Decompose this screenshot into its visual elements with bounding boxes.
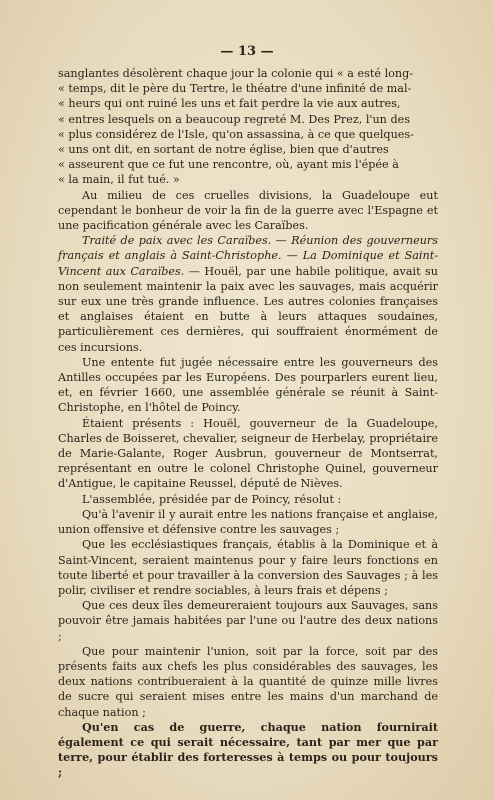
quote-line: « entres lesquels on a beaucoup regreté M. Des Prez, l'un des	[58, 112, 410, 126]
page-number: — 13 —	[220, 44, 274, 59]
section-heading: Traité de paix avec les Caraïbes. — Réunion des gouverneurs français et anglais à Saint-Christophe. — La Dominique et Saint-Vincent aux Caraïbes.	[58, 234, 438, 278]
quote-line: « la main, il fut tué. »	[58, 173, 180, 187]
paragraph-union: Que pour maintenir l'union, soit par la force, soit par des présents faits aux chefs les plus considérables des sauvages, les deux nations contribueraient à la quantité de quinze mille livres de sucre qui seraient mises entre les mains d'un marchand de chaque nation ;	[58, 644, 438, 719]
paragraph-iles: Que ces deux îles demeureraient toujours aux Sauvages, sans pouvoir être jamais habitées par l'une ou l'autre des deux nations ;	[58, 599, 438, 643]
quote-line: « asseurent que ce fut une rencontre, où, ayant mis l'épée à	[58, 158, 399, 172]
quote-line: sanglantes désolèrent chaque jour la colonie qui « a esté long-	[58, 67, 414, 80]
paragraph-entente: Une entente fut jugée nécessaire entre les gouverneurs des Antilles occupées par les Européens. Des pourparlers eurent lieu, et, en février 1660, une assemblée générale se réunit à Saint-Christophe, en l'hôtel de Poincy.	[58, 355, 438, 415]
paragraph-ecclesiastiques: Que les ecclésiastiques français, établis à la Dominique et à Saint-Vincent, seraient maintenus pour y faire leurs fonctions en toute liberté et pour travailler à la conversion des Sauvages ; à les polir, civiliser et rendre sociables, à leurs frais et dépens ;	[58, 538, 438, 597]
quote-line: « temps, dit le père du Tertre, le théatre d'une infinité de mal-	[58, 82, 412, 96]
paragraph-traite	[58, 233, 438, 355]
quote-line: « heurs qui ont ruiné les uns et fait perdre la vie aux autres,	[58, 97, 401, 111]
paragraph-presents: Étaient présents : Houël, gouverneur de la Guadeloupe, Charles de Boisseret, chevalier, seigneur de Herbelay, propriétaire de Marie-Galante, Roger Ausbrun, gouverneur de Montserrat, représentant en outre le colonel Christophe Quinel, gouverneur d'Antigue, le capitaine Reussel, député de Nièves.	[58, 416, 438, 491]
paragraph-guadeloupe: Au milieu de ces cruelles divisions, la Guadeloupe eut cependant le bonheur de voir la fin de la guerre avec l'Espagne et une pacification générale avec les Caraïbes.	[58, 188, 438, 233]
quote-line: « plus considérez de l'Isle, qu'on assassina, à ce que quelques-	[58, 127, 414, 141]
paragraph-assemblee: L'assemblée, présidée par de Poincy, résolut :	[82, 492, 342, 506]
page-body	[58, 66, 438, 781]
paragraph-traite-text: — Houël, par une habile politique, avait su non seulement maintenir la paix avec les sauvages, mais acquérir sur eux une très grande influence. Les autres colonies françaises et anglaises étaient en butte à leurs attaques soudaines, particulièrement ces dernières, qui souffraient énormément de ces incursions.	[58, 264, 438, 354]
quote-line: « uns ont dit, en sortant de notre église, bien que d'autres	[58, 143, 389, 157]
quote-paragraph	[58, 66, 438, 188]
paragraph-guerre: Qu'en cas de guerre, chaque nation fournirait également ce qui serait nécessaire, tant par mer que par terre, pour établir des forteresses à temps ou pour toujours ;	[58, 719, 438, 780]
paragraph-avenir: Qu'à l'avenir il y aurait entre les nations française et anglaise, union offensive et défensive contre les sauvages ;	[58, 507, 438, 537]
